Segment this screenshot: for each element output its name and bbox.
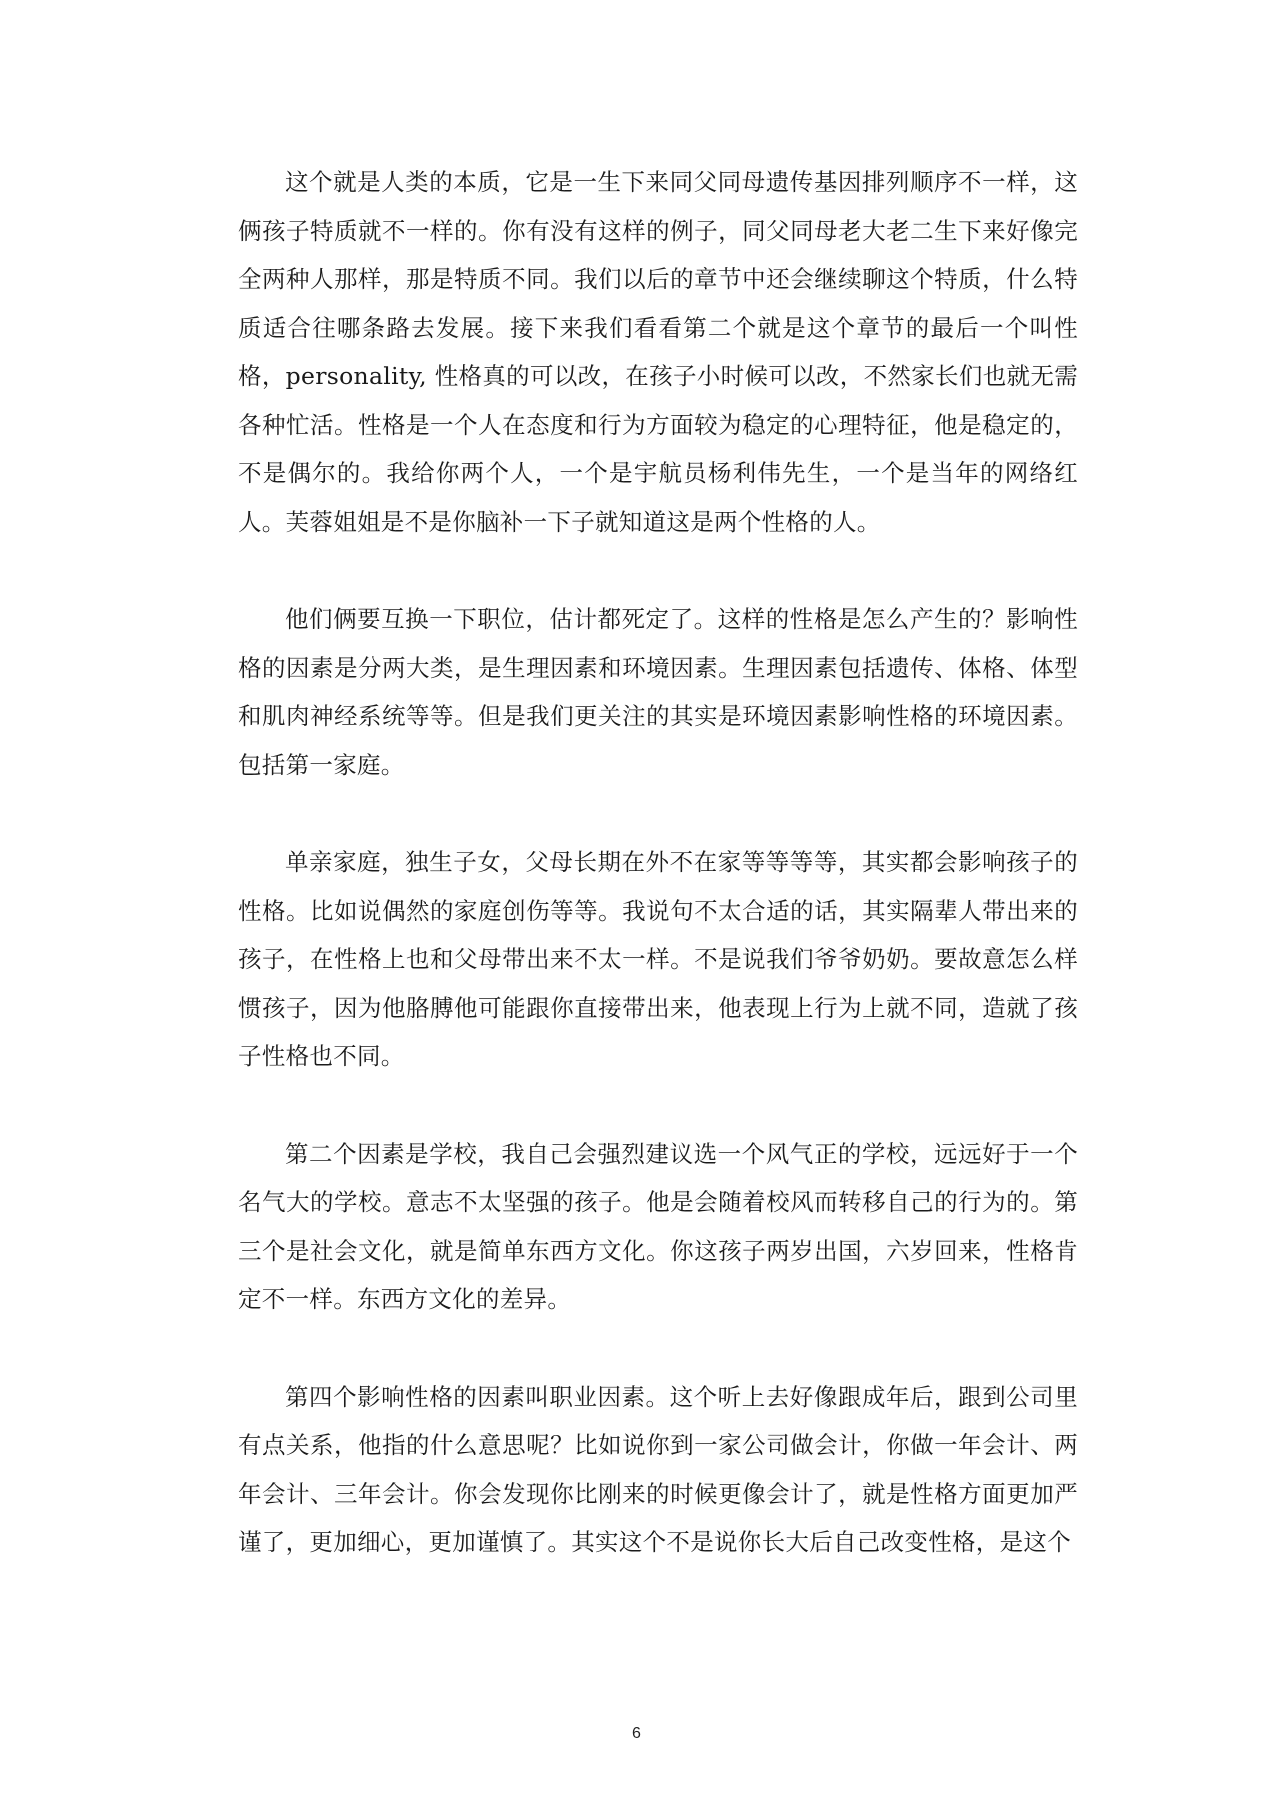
- page-number: 6: [632, 1725, 641, 1742]
- paragraph-3: 单亲家庭，独生子女，父母长期在外不在家等等等等，其实都会影响孩子的性格。比如说偶然的家庭创伤等等。我说句不太合适的话，其实隔辈人带出来的孩子，在性格上也和父母带出来不太一样。不是说我们爷爷奶奶。要故意怎么样惯孩子，因为他胳膊他可能跟你直接带出来，他表现上行为上就不同，造就了孩子性格也不同。: [238, 848, 1078, 1070]
- paragraph-4: 第二个因素是学校，我自己会强烈建议选一个风气正的学校，远远好于一个名气大的学校。意志不太坚强的孩子。他是会随着校风而转移自己的行为的。第三个是社会文化，就是简单东西方文化。你这孩子两岁出国，六岁回来，性格肯定不一样。东西方文化的差异。: [238, 1139, 1078, 1313]
- paragraph-2: 他们俩要互换一下职位，估计都死定了。这样的性格是怎么产生的？影响性格的因素是分两大类，是生理因素和环境因素。生理因素包括遗传、体格、体型和肌肉神经系统等等。但是我们更关注的其实是环境因素影响性格的环境因素。包括第一家庭。: [238, 605, 1078, 779]
- paragraph-1: 这个就是人类的本质，它是一生下来同父同母遗传基因排列顺序不一样，这俩孩子特质就不一样的。你有没有这样的例子，同父同母老大老二生下来好像完全两种人那样，那是特质不同。我们以后的章节中还会继续聊这个特质，什么特质适合往哪条路去发展。接下来我们看看第二个就是这个章节的最后一个叫性格，personality, 性格真的可以改，在孩子小时候可以改，不然家长们也就无需各种忙活。性格是一个人在态度和行为方面较为稳定的心理特征，他是稳定的，不是偶尔的。我给你两个人，一个是宇航员杨利伟先生，一个是当年的网络红人。芙蓉姐姐是不是你脑补一下子就知道这是两个性格的人。: [238, 168, 1078, 536]
- body-text: [238, 158, 1078, 1567]
- paragraph-5: 第四个影响性格的因素叫职业因素。这个听上去好像跟成年后，跟到公司里有点关系，他指的什么意思呢？比如说你到一家公司做会计，你做一年会计、两年会计、三年会计。你会发现你比刚来的时候更像会计了，就是性格方面更加严谨了，更加细心，更加谨慎了。其实这个不是说你长大后自己改变性格，是这个: [238, 1382, 1078, 1556]
